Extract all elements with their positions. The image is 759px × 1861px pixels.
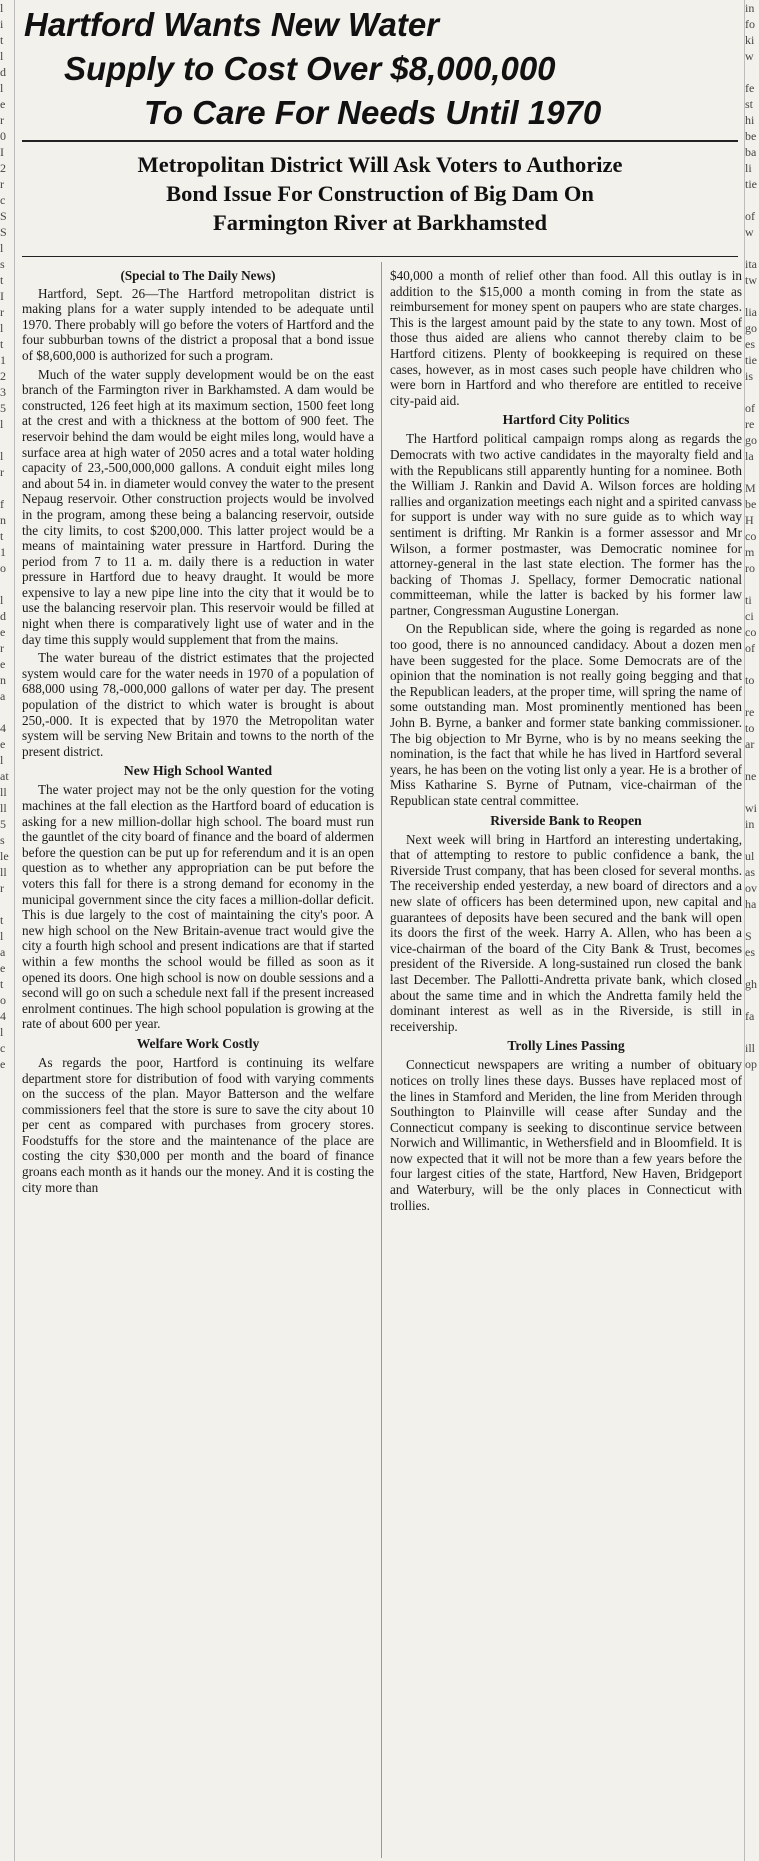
fragment-text: l [0, 49, 4, 63]
fragment-text [745, 288, 759, 304]
fragment-text [745, 912, 759, 928]
fragment-text: S [745, 929, 752, 943]
fragment-text: ov [745, 881, 757, 895]
fragment-text: e [0, 961, 6, 975]
fragment-text: co [745, 529, 757, 543]
fragment-text: l [0, 929, 4, 943]
fragment-text: 5 [0, 817, 6, 831]
fragment-text: ul [745, 849, 755, 863]
fragment-text: ll [0, 785, 7, 799]
fragment-text: t [0, 529, 4, 543]
section-heading-trolly: Trolly Lines Passing [507, 1038, 625, 1054]
subheadline [20, 150, 740, 237]
fragment-text: H [745, 513, 754, 527]
fragment-text [745, 384, 759, 400]
fragment-text: go [745, 433, 757, 447]
fragment-text: r [0, 177, 4, 191]
fragment-text: t [0, 913, 4, 927]
headline-line-3: To Care For Needs Until 1970 [144, 94, 602, 131]
fragment-text: I [0, 289, 4, 303]
fragment-text [745, 752, 759, 768]
fragment-text: ha [745, 897, 757, 911]
fragment-text: S [0, 209, 7, 223]
fragment-text: e [0, 657, 6, 671]
fragment-text: is [745, 369, 754, 383]
fragment-text: w [745, 225, 754, 239]
fragment-text: lia [745, 305, 757, 319]
fragment-text [0, 432, 14, 448]
fragment-text: ti [745, 593, 752, 607]
paragraph: The Hartford political campaign romps along as regards the Democrats with two active candidates in the mayoralty field and with the Republicans still apparently hunting for a nominee. Both the William J. Rankin and David A. Wilson forces are holding rallies and organization meetings each night and a spirited canvass for support is under way with no sure guide as to which way sentiment is drifting. Mr Rankin is a former assessor and Mr Wilson, a former postmaster, was Democratic nominee for attorney-general in the last state election. The former has the backing of Thomas J. Spellacy, former Democratic national committeeman, while the latter is backed by his former law partner, Congressman Augustine Lonergan. [390, 431, 742, 618]
subhead-divider [22, 256, 738, 257]
fragment-text: c [0, 1041, 6, 1055]
fragment-text: e [0, 625, 6, 639]
fragment-text: a [0, 945, 6, 959]
fragment-text: r [0, 113, 4, 127]
fragment-text: fe [745, 81, 755, 95]
paragraph: The water bureau of the district estimates that the projected system would care for the water needs in 1970 of a population of 688,000 using 78,-000,000 gallons of water per day. The present population of the district to which water is brought is about 250,-000. It is expected that by 1970 the Metropolitan water system will be serving New Britain and towns to the north of the present district. [22, 650, 374, 759]
fragment-text: of [745, 401, 755, 415]
fragment-text: t [0, 977, 4, 991]
fragment-text [745, 192, 759, 208]
fragment-text: op [745, 1057, 757, 1071]
fragment-text: I [0, 145, 4, 159]
fragment-text: st [745, 97, 754, 111]
fragment-text [745, 688, 759, 704]
fragment-text: d [0, 609, 6, 623]
paragraph: $40,000 a month of relief other than food. All this outlay is in addition to the $15,000 a month coming in from the state as reimbursement for money spent on paupers who are state charges. This is the largest amount paid by the state to any town. Most of those thus aided are aliens who cannot thereby claim to be Hartford citizens. Plenty of bookkeeping is required on these cases, however, as in most cases such people have children who were born in Hartford and who therefore are entitled to receive city-paid aid. [390, 268, 742, 408]
fragment-text: tie [745, 353, 757, 367]
subheadline-line-3: Farmington River at Barkhamsted [213, 210, 547, 235]
fragment-text [745, 1024, 759, 1040]
fragment-text: S [0, 225, 7, 239]
fragment-text: d [0, 65, 6, 79]
fragment-text: n [0, 673, 6, 687]
fragment-text: to [745, 673, 755, 687]
fragment-text: 3 [0, 385, 6, 399]
article-column-2 [390, 268, 742, 1858]
fragment-text: 2 [0, 369, 6, 383]
fragment-text [0, 576, 14, 592]
fragment-text: r [0, 881, 4, 895]
fragment-text: i [0, 17, 4, 31]
fragment-text: ll [0, 865, 7, 879]
fragment-text: n [0, 513, 6, 527]
fragment-text: t [0, 33, 4, 47]
fragment-text: s [0, 257, 5, 271]
fragment-text: ro [745, 561, 755, 575]
fragment-text: hi [745, 113, 755, 127]
fragment-text: be [745, 497, 757, 511]
column-divider [381, 262, 382, 1858]
fragment-text [745, 992, 759, 1008]
fragment-text: l [0, 321, 4, 335]
fragment-text: wi [745, 801, 757, 815]
fragment-text: at [0, 769, 9, 783]
fragment-text: r [0, 641, 4, 655]
fragment-text: in [745, 817, 755, 831]
fragment-text: ita [745, 257, 757, 271]
fragment-text: as [745, 865, 755, 879]
fragment-text: le [0, 849, 9, 863]
section-heading-politics: Hartford City Politics [502, 412, 630, 428]
fragment-text: l [0, 1, 4, 15]
fragment-text: l [0, 81, 4, 95]
fragment-text: 1 [0, 545, 6, 559]
headline-divider [22, 140, 738, 142]
right-adjacent-column-fragment [744, 0, 759, 1861]
paragraph: Much of the water supply development would be on the east branch of the Farmington river in Barkhamsted. A dam would be constructed, 126 feet high at its maximum section, 1500 feet long at the crest and with a thickness at the bottom of 900 feet. The reservoir behind the dam would be eight miles long, would have a surface area at high water of 2050 acres and a total water holding capacity of 23,-500,000,000 gallons. A conduit eight miles long and about 54 in. in diameter would convey the water to the present Nepaug reservoir. Other construction projects would be involved in the program, among these being a balancing reservoir, outside the city limits, to cost $200,000. This latter project would be a means of maintaining water pressure in Hartford. During the period from 7 to 11 a. m. daily there is a reduction in water pressure in Hartford due to heavy draught. It would be more expensive to lay a new pipe line into the city that it would be to use the balancing reservoir plan. This reservoir would be filled at night when there is comparatively light use of water and in the day time this supply would supplement that from the mains. [22, 366, 374, 647]
section-heading-welfare: Welfare Work Costly [136, 1035, 260, 1051]
fragment-text: s [0, 833, 5, 847]
fragment-text: li [745, 161, 752, 175]
fragment-text: ill [745, 1041, 756, 1055]
paragraph: As regards the poor, Hartford is continuing its welfare department store for distribution of food with varying comments on the success of the plan. Mayor Batterson and the welfare commissioners feel that the store is sure to save the city about 10 per cent as compared with purchases from grocery stores. Foodstuffs for the store and the maintenance of the place are costing the city $30,000 per month and the board of finance groans each month as it hands our the money. And it is costing the city more than [22, 1054, 374, 1195]
fragment-text: 5 [0, 401, 6, 415]
fragment-text: e [0, 1057, 6, 1071]
fragment-text: o [0, 993, 6, 1007]
fragment-text [0, 480, 14, 496]
fragment-text: ll [0, 801, 7, 815]
article-column-1 [22, 268, 374, 1858]
subheadline-line-2: Bond Issue For Construction of Big Dam On [166, 181, 594, 206]
fragment-text [745, 240, 759, 256]
fragment-text: go [745, 321, 757, 335]
fragment-text [0, 896, 14, 912]
fragment-text [745, 64, 759, 80]
paragraph: The water project may not be the only question for the voting machines at the fall election as the Hartford board of education is asking for a new million-dollar high school. The board must run the gauntlet of the city board of finance and the board of aldermen before the question can be put up for referendum and it is an open question as to whether any appropriation can be put before the voters this fall for there is a strong demand for economy in the municipal government since the city faces a million-dollar deficit. This is due largely to the cost of maintaining the city's poor. A new high school on the New Britain-avenue tract would give the city a fourth high school and present indications are that if started within a few months the school would be filled as soon as it opened its doors. One high school is now on double sessions and a second will go on such a schedule next fall if the present increased enrolment continues. The high school population is growing at the rate of about 600 per year. [22, 782, 374, 1032]
left-adjacent-column-fragment [0, 0, 15, 1861]
fragment-text: ci [745, 609, 754, 623]
paragraph: Hartford, Sept. 26—The Hartford metropolitan district is making plans for a water supply intended to be adequate until 1970. There probably will go before the voters of Hartford and the four subburban towns of the district a proposal that a bond issue of $8,600,000 is authorized for such a program. [22, 285, 374, 363]
fragment-text: to [745, 721, 755, 735]
fragment-text: l [0, 593, 4, 607]
fragment-text: ki [745, 33, 755, 47]
fragment-text: co [745, 625, 757, 639]
fragment-text: r [0, 465, 4, 479]
fragment-text: 4 [0, 721, 6, 735]
fragment-text: re [745, 705, 755, 719]
fragment-text: M [745, 481, 756, 495]
fragment-text: l [0, 241, 4, 255]
fragment-text: of [745, 641, 755, 655]
headline-line-1: Hartford Wants New Water [24, 6, 440, 43]
byline: (Special to The Daily News) [120, 268, 276, 283]
fragment-text: m [745, 545, 755, 559]
fragment-text: tw [745, 273, 757, 287]
subheadline-line-1: Metropolitan District Will Ask Voters to Authorize [137, 152, 623, 177]
fragment-text [745, 464, 759, 480]
fragment-text: es [745, 337, 755, 351]
fragment-text: la [745, 449, 754, 463]
fragment-text: o [0, 561, 6, 575]
fragment-text: a [0, 689, 6, 703]
fragment-text [745, 656, 759, 672]
fragment-text: of [745, 209, 755, 223]
fragment-text: fo [745, 17, 755, 31]
fragment-text: l [0, 449, 4, 463]
fragment-text: 0 [0, 129, 6, 143]
fragment-text: gh [745, 977, 757, 991]
fragment-text: 1 [0, 353, 6, 367]
fragment-text: r [0, 305, 4, 319]
fragment-text [745, 576, 759, 592]
fragment-text: in [745, 1, 755, 15]
fragment-text: fa [745, 1009, 755, 1023]
fragment-text: t [0, 337, 4, 351]
section-heading-high-school: New High School Wanted [123, 763, 273, 779]
fragment-text: e [0, 97, 6, 111]
headline-line-2: Supply to Cost Over $8,000,000 [64, 50, 556, 87]
fragment-text [745, 960, 759, 976]
fragment-text [0, 704, 14, 720]
fragment-text: be [745, 129, 757, 143]
fragment-text: tie [745, 177, 757, 191]
fragment-text: re [745, 417, 755, 431]
fragment-text: c [0, 193, 6, 207]
paragraph: Next week will bring in Hartford an interesting undertaking, that of attempting to restore to public confidence a bank, the Riverside Trust company, that has been closed for several months. The receivership ended yesterday, a new board of directors and a new slate of officers has been determined upon, new capital and guarantees of deposits have been secured and the bank will open its doors the first of the week. Harry A. Allen, who has been a vice-chairman of the board of the City Bank & Trust, becomes president of the Riverside. A long-sustained run closed the bank last December. The Pallotti-Andretta private bank, which closed about the same time and in which the Andretta family held the dominant interest as well as in the Riverside, is still in receivership. [390, 831, 742, 1034]
fragment-text: ne [745, 769, 757, 783]
fragment-text [745, 832, 759, 848]
fragment-text: l [0, 1025, 4, 1039]
paragraph: Connecticut newspapers are writing a number of obituary notices on trolly lines these days. Busses have replaced most of the lines in Stamford and Meriden, the line from Meriden through Southington to Plainville will cease after Sunday and the Connecticut company is seeking to discontinue service between Norwich and Willimantic, in Wethersfield and in Bloomfield. It is now expected that it will not be more than a few years before the four largest cities of the state, Hartford, New Haven, Bridgeport and Waterbury, will be the only places in Connecticut with trollies. [390, 1057, 742, 1213]
section-heading-bank: Riverside Bank to Reopen [490, 812, 642, 828]
paragraph: On the Republican side, where the going is regarded as none too good, there is no announced candidacy. About a dozen men have been suggested for the place. Some Democrats are of the opinion that the nomination is not really going begging and that the Republican leaders, at the proper time, will spring the name of some outstanding man. Most prominently mentioned has been John B. Byrne, a banker and former state banking commissioner. The big objection to Mr Byrne, who is by no means seeking the nomination, is the fact that while he has lived in Hartford several years, he has been on the voting list only a year. He is a brother of Miss Katharine S. Byrne of Putnam, vice-chairman of the Republican state central committee. [390, 621, 742, 808]
article [20, 0, 740, 1861]
fragment-text: l [0, 417, 4, 431]
fragment-text: e [0, 737, 6, 751]
fragment-text: 4 [0, 1009, 6, 1023]
fragment-text: f [0, 497, 4, 511]
fragment-text: es [745, 945, 755, 959]
fragment-text: l [0, 753, 4, 767]
fragment-text: ba [745, 145, 757, 159]
fragment-text: 2 [0, 161, 6, 175]
fragment-text: w [745, 49, 754, 63]
fragment-text: t [0, 273, 4, 287]
fragment-text: ar [745, 737, 755, 751]
fragment-text [745, 784, 759, 800]
